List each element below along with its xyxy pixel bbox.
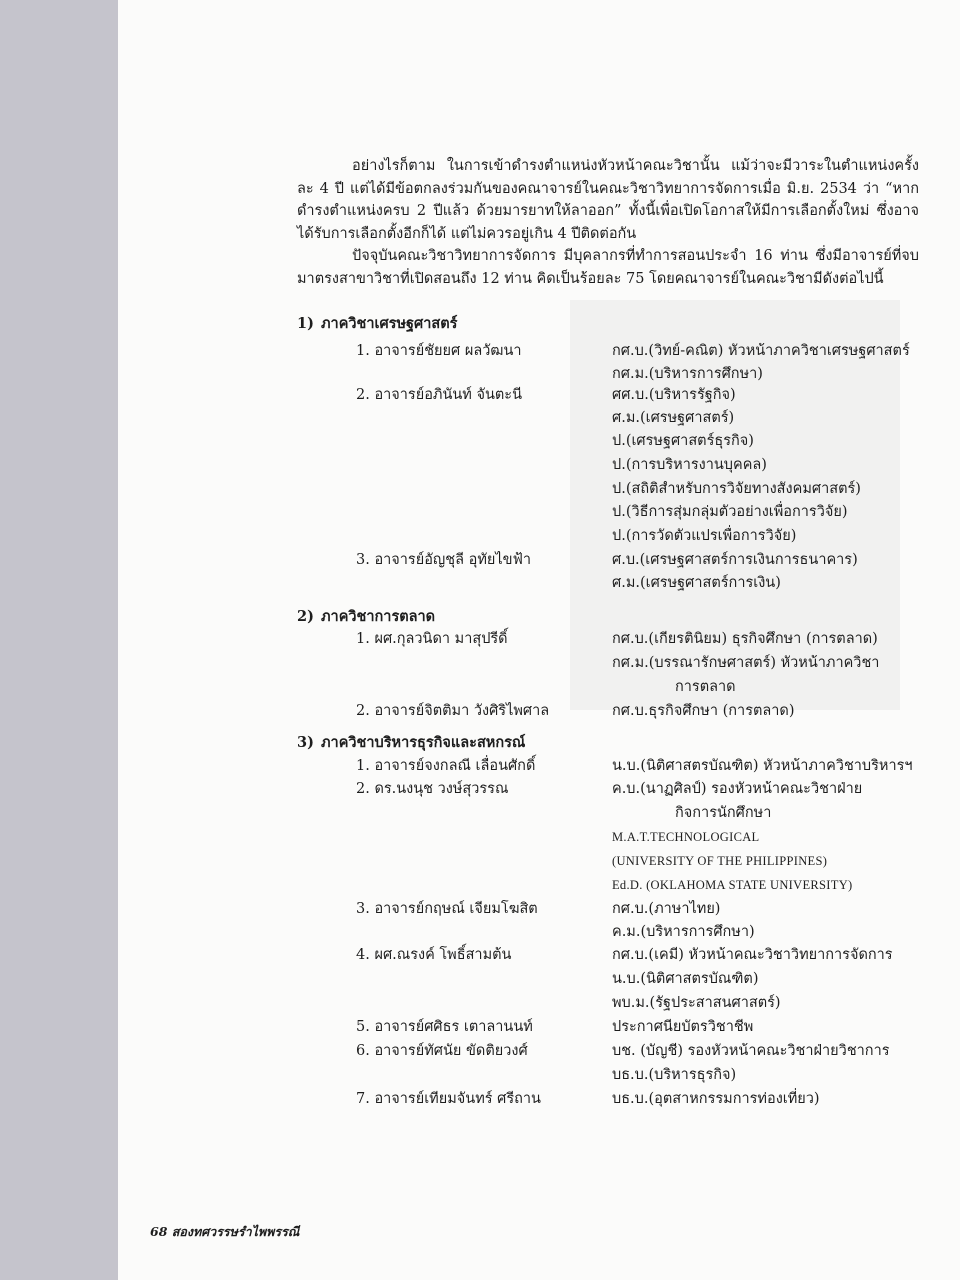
- qualification: บช. (บัญชี) รองหัวหน้าคณะวิชาฝ่ายวิชาการ: [612, 1043, 890, 1059]
- qualification: น.บ.(นิติศาสตรบัณฑิต): [612, 971, 759, 987]
- qualification: ป.(เศรษฐศาสตร์ธุรกิจ): [612, 433, 754, 449]
- qualification: ศ.ม.(เศรษฐศาสตร์): [612, 410, 735, 426]
- faculty-name: 3. อาจารย์อัญชุลี อุทัยไขฟ้า: [356, 552, 531, 568]
- qualification: น.บ.(นิติศาสตรบัณฑิต) หัวหน้าภาควิชาบริหารฯ: [612, 758, 913, 774]
- intro-text: [297, 155, 919, 291]
- qualification: ศศ.บ.(บริหารรัฐกิจ): [612, 387, 736, 403]
- faculty-name: 7. อาจารย์เทียมจันทร์ ศรีถาน: [356, 1091, 541, 1107]
- qualification: กศ.บ.(วิทย์-คณิต) หัวหน้าภาควิชาเศรษฐศาสตร์: [612, 343, 910, 359]
- department-heading: 1) ภาควิชาเศรษฐศาสตร์: [297, 315, 458, 332]
- qualification: พบ.ม.(รัฐประสาสนศาสตร์): [612, 995, 781, 1011]
- qualification: ป.(วิธีการสุ่มกลุ่มตัวอย่างเพื่อการวิจัย): [612, 504, 848, 520]
- qualification: ป.(การบริหารงานบุคคล): [612, 457, 767, 473]
- qualification: M.A.T.TECHNOLOGICAL: [612, 830, 760, 844]
- faculty-name: 4. ผศ.ณรงค์ โพธิ์สามต้น: [356, 947, 512, 963]
- department-heading: 3) ภาควิชาบริหารธุรกิจและสหกรณ์: [297, 734, 526, 751]
- qualification: (UNIVERSITY OF THE PHILIPPINES): [612, 854, 828, 868]
- qualification: ศ.ม.(เศรษฐศาสตร์การเงิน): [612, 575, 781, 591]
- qualification: ค.ม.(บริหารการศึกษา): [612, 924, 755, 940]
- qualification: กศ.บ.ธุรกิจศึกษา (การตลาด): [612, 703, 795, 719]
- intro-paragraph-1: อย่างไรก็ตาม ในการเข้าดำรงตำแหน่งหัวหน้าคณะวิชานั้น แม้ว่าจะมีวาระในตำแหน่งครั้งละ 4 ปี แต่ได้มีข้อตกลงร่วมกันของคณาจารย์ในคณะวิชาวิทยาการจัดการเมื่อ มิ.ย. 2534 ว่า “หากดำรงตำแหน่งครบ 2 ปีแล้ว ด้วยมารยาทให้ลาออก” ทั้งนี้เพื่อเปิดโอกาสให้มีการเลือกตั้งใหม่ ซึ่งอาจได้รับการเลือกตั้งอีกก็ได้ แต่ไม่ควรอยู่เกิน 4 ปีติดต่อกัน: [297, 158, 919, 242]
- qualification: กศ.ม.(บรรณารักษศาสตร์) หัวหน้าภาควิชา: [612, 655, 880, 671]
- page-gutter-strip: [0, 0, 118, 1280]
- page-footer: [150, 1222, 299, 1242]
- book-title: สองทศวรรษรำไพพรรณี: [171, 1224, 300, 1239]
- faculty-name: 2. ดร.นงนุช วงษ์สุวรรณ: [356, 781, 509, 797]
- qualification: ป.(สถิติสำหรับการวิจัยทางสังคมศาสตร์): [612, 481, 861, 497]
- qualification: ค.บ.(นาฏศิลป์) รองหัวหน้าคณะวิชาฝ่าย: [612, 781, 863, 797]
- faculty-name: 1. ผศ.กุลวนิดา มาสุปรีดิ์: [356, 631, 508, 647]
- qualification: กิจการนักศึกษา: [675, 805, 772, 821]
- qualification: Ed.D. (OKLAHOMA STATE UNIVERSITY): [612, 878, 853, 892]
- faculty-name: 5. อาจารย์ศศิธร เตาลานนท์: [356, 1019, 533, 1035]
- faculty-name: 1. อาจารย์ชัยยศ ผลวัฒนา: [356, 343, 522, 359]
- qualification: ประกาศนียบัตรวิชาชีพ: [612, 1019, 754, 1035]
- qualification: กศ.บ.(เคมี) หัวหน้าคณะวิชาวิทยาการจัดการ: [612, 947, 893, 963]
- qualification: กศ.บ.(เกียรตินิยม) ธุรกิจศึกษา (การตลาด): [612, 631, 878, 647]
- faculty-name: 6. อาจารย์ทัศนัย ขัดติยวงศ์: [356, 1043, 528, 1059]
- department-heading: 2) ภาควิชาการตลาด: [297, 608, 436, 625]
- qualification: การตลาด: [675, 679, 736, 695]
- qualification: บธ.บ.(บริหารธุรกิจ): [612, 1067, 737, 1083]
- qualification: กศ.ม.(บริหารการศึกษา): [612, 366, 763, 382]
- qualification: กศ.บ.(ภาษาไทย): [612, 901, 721, 917]
- faculty-name: 1. อาจารย์จงกลณี เลื่อนศักดิ์: [356, 758, 536, 774]
- page-number: 68: [150, 1224, 168, 1239]
- faculty-name: 2. อาจารย์จิตติมา วังศิริไพศาล: [356, 703, 550, 719]
- intro-paragraph-2: ปัจจุบันคณะวิชาวิทยาการจัดการ มีบุคลากรที่ทำการสอนประจำ 16 ท่าน ซึ่งมีอาจารย์ที่จบมาตรงสาขาวิชาที่เปิดสอนถึง 12 ท่าน คิดเป็นร้อยละ 75 โดยคณาจารย์ในคณะวิชามีดังต่อไปนี้: [297, 248, 919, 287]
- qualification: ป.(การวัดตัวแปรเพื่อการวิจัย): [612, 528, 797, 544]
- faculty-name: 2. อาจารย์อภินันท์ จันตะนี: [356, 387, 522, 403]
- faculty-name: 3. อาจารย์กฤษณ์ เจียมโฆสิต: [356, 901, 538, 917]
- qualification: ศ.บ.(เศรษฐศาสตร์การเงินการธนาคาร): [612, 552, 858, 568]
- qualification: บธ.บ.(อุตสาหกรรมการท่องเที่ยว): [612, 1091, 820, 1107]
